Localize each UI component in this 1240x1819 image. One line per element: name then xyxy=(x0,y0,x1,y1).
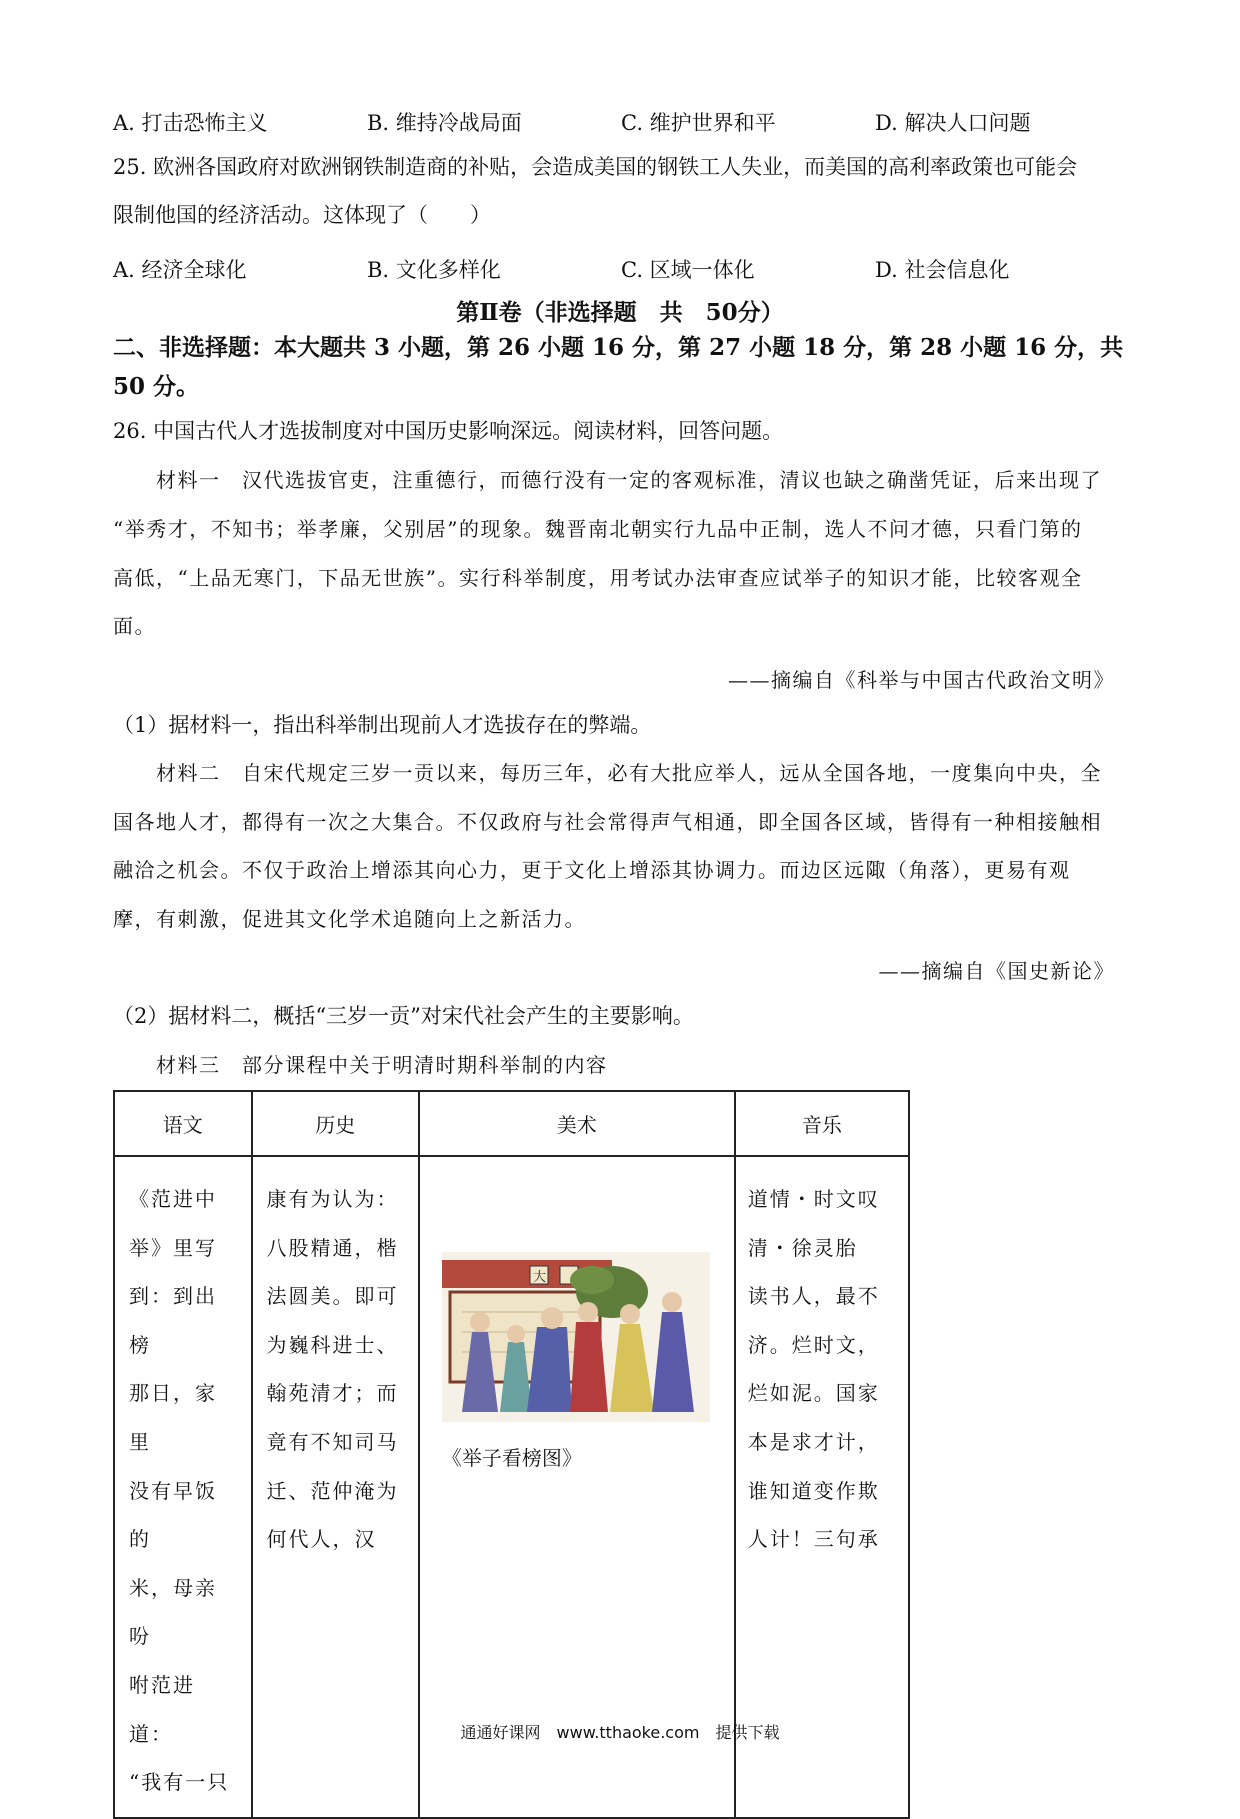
q24-option-d: D. 解决人口问题 xyxy=(875,111,1031,135)
table-header-row xyxy=(114,1091,909,1156)
material2-line2: 国各地人才，都得有一次之大集合。不仅政府与社会常得声气相通，即全国各区域，皆得有一种相接触相 xyxy=(113,810,1102,834)
painting-image xyxy=(442,1252,710,1422)
material1-source: ——摘编自《科举与中国古代政治文明》 xyxy=(728,668,1115,692)
painting-caption: 《举子看榜图》 xyxy=(441,1448,582,1470)
material1-line1: 材料一 汉代选拔官吏，注重德行，而德行没有一定的客观标准，清议也缺之确凿凭证，后来出现了 xyxy=(156,468,1102,492)
cell-chinese-text: 《范进中 举》里写 到：到出榜 那日，家里 没有早饭的 米，母亲吩 咐范进道： “我有一只 xyxy=(129,1187,230,1795)
section-title: 第Ⅱ卷（非选择题 共 50分） xyxy=(456,299,784,326)
header-music: 音乐 xyxy=(735,1091,909,1156)
material1-line2: “举秀才，不知书；举孝廉，父别居”的现象。魏晋南北朝实行九品中正制，选人不问才德，只看门第的 xyxy=(113,517,1083,541)
header-history: 历史 xyxy=(252,1091,419,1156)
q24-option-b: B. 维持冷战局面 xyxy=(367,111,522,135)
table-content-row xyxy=(114,1156,909,1818)
q25-stem-line2: 限制他国的经济活动。这体现了（ ） xyxy=(113,203,491,227)
cell-chinese xyxy=(114,1156,252,1818)
cell-history-text: 康有为认为： 八股精通，楷 法圆美。即可 为巍科进士、 翰苑清才；而 竟有不知司马 迁、范仲淹为 何代人，汉 xyxy=(266,1187,399,1552)
cell-music-text: 道情・时文叹 清・徐灵胎 读书人，最不 济。烂时文， 烂如泥。国家 本是求才计， 谁知道变作欺 人计！三句承 xyxy=(747,1187,880,1552)
q25-option-b: B. 文化多样化 xyxy=(367,258,501,282)
material3-title: 材料三 部分课程中关于明清时期科举制的内容 xyxy=(156,1053,608,1077)
cell-music xyxy=(735,1156,909,1818)
material2-line4: 摩，有刺激，促进其文化学术追随向上之新活力。 xyxy=(113,907,586,931)
q25-option-c: C. 区域一体化 xyxy=(621,258,755,282)
q26-subquestion-1: （1）据材料一，指出科举制出现前人才选拔存在的弊端。 xyxy=(113,713,652,737)
curriculum-table xyxy=(113,1090,910,1819)
material1-line3: 高低，“上品无寒门，下品无世族”。实行科举制度，用考试办法审查应试举子的知识才能，比较客观全 xyxy=(113,566,1083,590)
cell-art xyxy=(419,1156,735,1818)
q24-option-a: A. 打击恐怖主义 xyxy=(113,111,268,135)
cell-history xyxy=(252,1156,419,1818)
q25-stem-line1: 25. 欧洲各国政府对欧洲钢铁制造商的补贴，会造成美国的钢铁工人失业，而美国的高利率政策也可能会 xyxy=(113,155,1078,179)
material2-line3: 融洽之机会。不仅于政治上增添其向心力，更于文化上增添其协调力。而边区远陬（角落），更易有观 xyxy=(113,858,1071,882)
q26-stem: 26. 中国古代人才选拔制度对中国历史影响深远。阅读材料，回答问题。 xyxy=(113,419,784,443)
section-heading-line1: 二、非选择题：本大题共 3 小题，第 26 小题 16 分，第 27 小题 18 分，第 28 小题 16 分，共 xyxy=(113,334,1124,361)
q25-option-d: D. 社会信息化 xyxy=(875,258,1010,282)
header-chinese: 语文 xyxy=(114,1091,252,1156)
section-heading-line2: 50 分。 xyxy=(113,373,200,400)
header-art: 美术 xyxy=(419,1091,735,1156)
page-footer: 通通好课网 www.tthaoke.com 提供下载 xyxy=(460,1723,780,1742)
sign-glyph: 大 xyxy=(532,1270,546,1285)
q25-option-a: A. 经济全球化 xyxy=(113,258,247,282)
material2-source: ——摘编自《国史新论》 xyxy=(878,959,1115,983)
material1-line4: 面。 xyxy=(113,614,156,638)
material2-line1: 材料二 自宋代规定三岁一贡以来，每历三年，必有大批应举人，远从全国各地，一度集向中央，全 xyxy=(156,761,1102,785)
q24-option-c: C. 维护世界和平 xyxy=(621,111,776,135)
q26-subquestion-2: （2）据材料二，概括“三岁一贡”对宋代社会产生的主要影响。 xyxy=(113,1004,694,1028)
